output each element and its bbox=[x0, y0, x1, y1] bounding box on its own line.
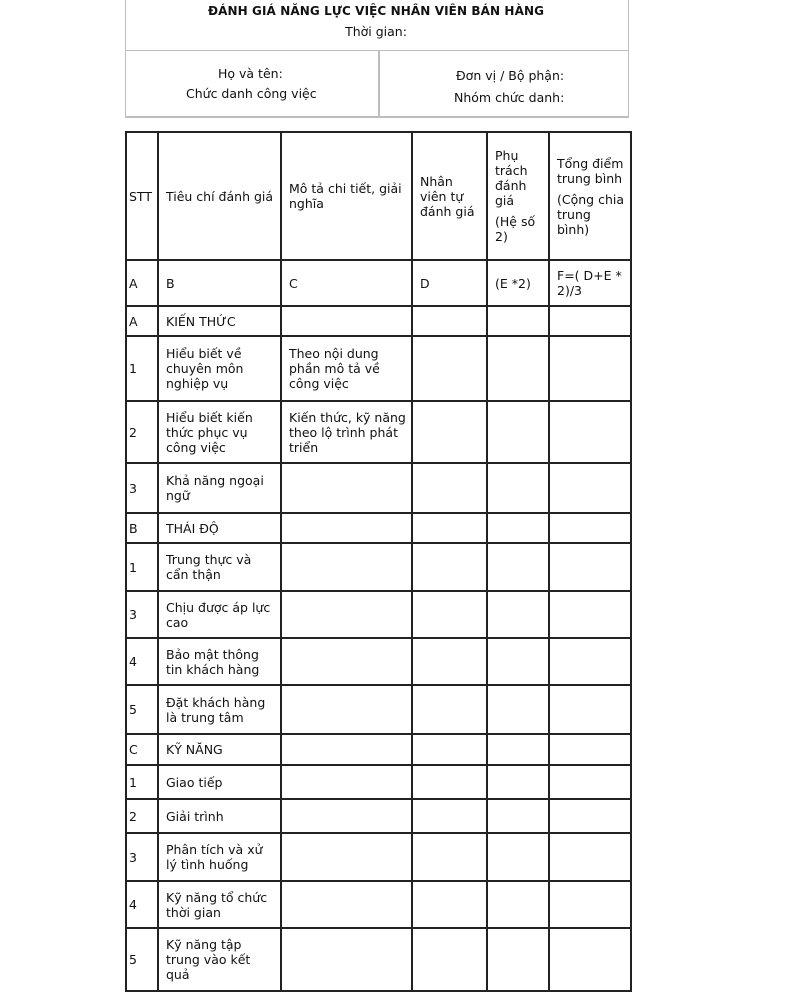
code-cell: D bbox=[412, 260, 487, 306]
self-score-cell[interactable] bbox=[412, 881, 487, 928]
table-row bbox=[126, 685, 631, 734]
self-score-cell[interactable] bbox=[412, 401, 487, 463]
row-description bbox=[281, 799, 412, 833]
group-label: Nhóm chức danh: bbox=[454, 90, 565, 105]
total-score-cell[interactable] bbox=[549, 765, 631, 799]
total-score-cell[interactable] bbox=[549, 928, 631, 991]
row-criteria: Bảo mật thông tin khách hàng bbox=[158, 638, 281, 685]
header-divider-vertical bbox=[378, 50, 380, 116]
row-stt: 5 bbox=[126, 685, 158, 734]
row-stt: 3 bbox=[126, 833, 158, 881]
manager-score-cell[interactable] bbox=[487, 543, 549, 591]
manager-score-cell[interactable] bbox=[487, 638, 549, 685]
total-score-cell[interactable] bbox=[549, 734, 631, 765]
row-stt: 2 bbox=[126, 401, 158, 463]
row-stt: B bbox=[126, 513, 158, 543]
row-stt: 2 bbox=[126, 799, 158, 833]
manager-score-cell[interactable] bbox=[487, 401, 549, 463]
row-stt: 3 bbox=[126, 463, 158, 513]
manager-score-cell[interactable] bbox=[487, 765, 549, 799]
row-criteria: Đặt khách hàng là trung tâm bbox=[158, 685, 281, 734]
header-divider-top bbox=[126, 50, 218, 51]
row-stt: C bbox=[126, 734, 158, 765]
row-criteria: Phân tích và xử lý tình huống bbox=[158, 833, 281, 881]
table-row bbox=[126, 928, 631, 991]
job-title-label: Chức danh công việc bbox=[186, 86, 317, 101]
table-row bbox=[126, 591, 631, 638]
table-row bbox=[126, 401, 631, 463]
table-row bbox=[126, 638, 631, 685]
table-header-row bbox=[126, 132, 631, 260]
total-score-cell[interactable] bbox=[549, 401, 631, 463]
col-manager-assessment-header bbox=[487, 132, 549, 260]
table-row bbox=[126, 543, 631, 591]
self-score-cell[interactable] bbox=[412, 765, 487, 799]
unit-label: Đơn vị / Bộ phận: bbox=[456, 68, 565, 83]
total-header-note: (Cộng chia trung bình) bbox=[557, 191, 625, 237]
row-description bbox=[281, 881, 412, 928]
total-score-cell[interactable] bbox=[549, 463, 631, 513]
section-row-skills bbox=[126, 734, 631, 765]
total-score-cell[interactable] bbox=[549, 543, 631, 591]
row-criteria: Kỹ năng tổ chức thời gian bbox=[158, 881, 281, 928]
manager-score-cell[interactable] bbox=[487, 306, 549, 336]
manager-header-note: (Hệ số 2) bbox=[495, 214, 536, 244]
header-border-left bbox=[125, 0, 126, 118]
total-score-cell[interactable] bbox=[549, 881, 631, 928]
header-border-bottom bbox=[125, 116, 629, 118]
self-score-cell[interactable] bbox=[412, 591, 487, 638]
row-criteria: Hiểu biết kiến thức phục vụ công việc bbox=[158, 401, 281, 463]
row-description bbox=[281, 463, 412, 513]
col-description-header: Mô tả chi tiết, giải nghĩa bbox=[281, 132, 412, 260]
self-score-cell[interactable] bbox=[412, 734, 487, 765]
row-description bbox=[281, 734, 412, 765]
manager-score-cell[interactable] bbox=[487, 799, 549, 833]
table-row bbox=[126, 833, 631, 881]
manager-score-cell[interactable] bbox=[487, 463, 549, 513]
manager-score-cell[interactable] bbox=[487, 833, 549, 881]
row-description: Kiến thức, kỹ năng theo lộ trình phát triển bbox=[281, 401, 412, 463]
manager-header-label: Phụ trách đánh giá bbox=[495, 148, 528, 208]
self-score-cell[interactable] bbox=[412, 513, 487, 543]
form-title: ĐÁNH GIÁ NĂNG LỰC VIỆC NHÂN VIÊN BÁN HÀNG bbox=[207, 4, 545, 18]
total-score-cell[interactable] bbox=[549, 638, 631, 685]
row-description bbox=[281, 765, 412, 799]
col-criteria-header: Tiêu chí đánh giá bbox=[158, 132, 281, 260]
self-score-cell[interactable] bbox=[412, 685, 487, 734]
row-criteria: Trung thực và cẩn thận bbox=[158, 543, 281, 591]
col-self-assessment-header: Nhân viên tự đánh giá bbox=[412, 132, 487, 260]
time-label: Thời gian: bbox=[345, 24, 407, 39]
manager-score-cell[interactable] bbox=[487, 336, 549, 401]
header-divider-mid bbox=[218, 50, 628, 51]
evaluation-table bbox=[125, 131, 630, 992]
section-row-attitude bbox=[126, 513, 631, 543]
code-cell: B bbox=[158, 260, 281, 306]
row-description bbox=[281, 833, 412, 881]
total-header-label: Tổng điểm trung bình bbox=[557, 155, 624, 186]
name-label: Họ và tên: bbox=[218, 66, 283, 81]
table-row bbox=[126, 336, 631, 401]
total-score-cell[interactable] bbox=[549, 685, 631, 734]
col-total-header bbox=[549, 132, 631, 260]
row-criteria: Hiểu biết về chuyên môn nghiệp vụ bbox=[158, 336, 281, 401]
manager-score-cell[interactable] bbox=[487, 591, 549, 638]
self-score-cell[interactable] bbox=[412, 799, 487, 833]
row-description bbox=[281, 638, 412, 685]
self-score-cell[interactable] bbox=[412, 306, 487, 336]
total-score-cell[interactable] bbox=[549, 306, 631, 336]
row-description bbox=[281, 685, 412, 734]
row-description: Theo nội dung phần mô tả về công việc bbox=[281, 336, 412, 401]
manager-score-cell[interactable] bbox=[487, 685, 549, 734]
table-row bbox=[126, 881, 631, 928]
self-score-cell[interactable] bbox=[412, 638, 487, 685]
row-stt: 3 bbox=[126, 591, 158, 638]
total-score-cell[interactable] bbox=[549, 336, 631, 401]
self-score-cell[interactable] bbox=[412, 833, 487, 881]
row-stt: 4 bbox=[126, 638, 158, 685]
row-criteria: Kỹ năng tập trung vào kết quả bbox=[158, 928, 281, 991]
code-row bbox=[126, 260, 631, 306]
manager-score-cell[interactable] bbox=[487, 928, 549, 991]
manager-score-cell[interactable] bbox=[487, 734, 549, 765]
total-score-cell[interactable] bbox=[549, 591, 631, 638]
col-stt-header: STT bbox=[126, 132, 158, 260]
code-cell: F=( D+E * 2)/3 bbox=[549, 260, 631, 306]
row-criteria: Chịu được áp lực cao bbox=[158, 591, 281, 638]
row-stt: 1 bbox=[126, 765, 158, 799]
row-criteria: KIẾN THỨC bbox=[158, 306, 281, 336]
code-cell: A bbox=[126, 260, 158, 306]
header-border-right bbox=[628, 0, 629, 118]
self-score-cell[interactable] bbox=[412, 463, 487, 513]
code-cell: (E *2) bbox=[487, 260, 549, 306]
row-description bbox=[281, 513, 412, 543]
total-score-cell[interactable] bbox=[549, 513, 631, 543]
row-stt: 4 bbox=[126, 881, 158, 928]
row-description bbox=[281, 543, 412, 591]
manager-score-cell[interactable] bbox=[487, 513, 549, 543]
row-criteria: THÁI ĐỘ bbox=[158, 513, 281, 543]
row-criteria: Giao tiếp bbox=[158, 765, 281, 799]
self-score-cell[interactable] bbox=[412, 336, 487, 401]
row-description bbox=[281, 928, 412, 991]
table-row bbox=[126, 799, 631, 833]
total-score-cell[interactable] bbox=[549, 799, 631, 833]
row-description bbox=[281, 591, 412, 638]
section-row-knowledge bbox=[126, 306, 631, 336]
table-row bbox=[126, 463, 631, 513]
row-criteria: Giải trình bbox=[158, 799, 281, 833]
code-cell: C bbox=[281, 260, 412, 306]
table-row bbox=[126, 765, 631, 799]
row-stt: 1 bbox=[126, 543, 158, 591]
manager-score-cell[interactable] bbox=[487, 881, 549, 928]
row-stt: A bbox=[126, 306, 158, 336]
self-score-cell[interactable] bbox=[412, 543, 487, 591]
row-stt: 5 bbox=[126, 928, 158, 991]
total-score-cell[interactable] bbox=[549, 833, 631, 881]
self-score-cell[interactable] bbox=[412, 928, 487, 991]
row-criteria: Khả năng ngoại ngữ bbox=[158, 463, 281, 513]
row-description bbox=[281, 306, 412, 336]
row-criteria: KỸ NĂNG bbox=[158, 734, 281, 765]
row-stt: 1 bbox=[126, 336, 158, 401]
